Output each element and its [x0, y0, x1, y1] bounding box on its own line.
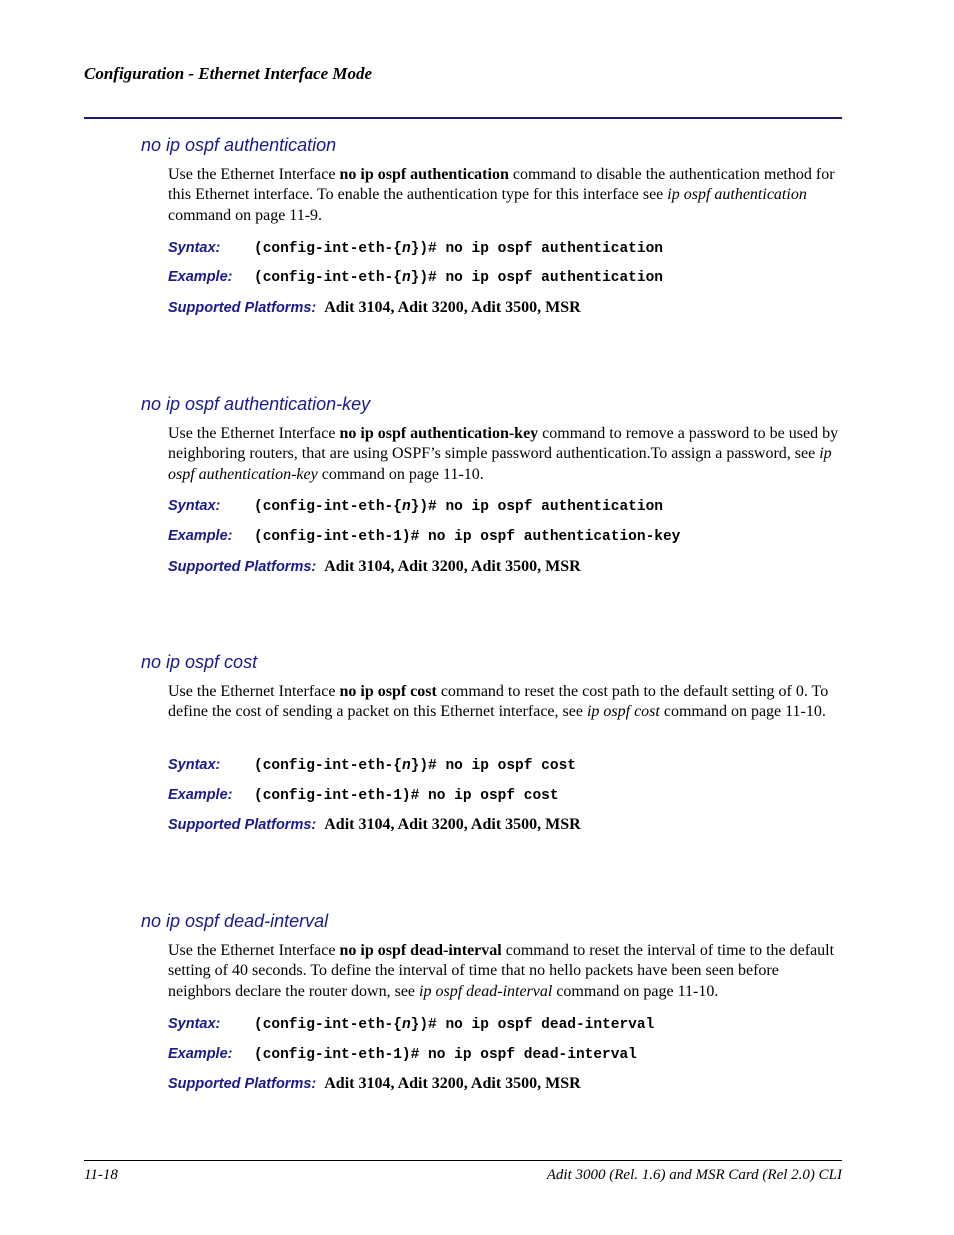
- syntax-label: Syntax:: [168, 1016, 221, 1032]
- section-description: [168, 165, 840, 226]
- text-run: Use the Ethernet Interface: [168, 942, 340, 959]
- italic-reference: n: [401, 270, 411, 286]
- example-code: [254, 270, 663, 286]
- section-title: no ip ospf dead-interval: [141, 911, 329, 931]
- section-description: [168, 682, 840, 723]
- platforms-value: Adit 3104, Adit 3200, Adit 3500, MSR: [324, 816, 581, 833]
- text-run: })# no ip ospf authentication: [410, 270, 663, 286]
- text-run: (config-int-eth-{: [254, 1017, 402, 1033]
- italic-reference: n: [401, 241, 411, 257]
- text-run: (config-int-eth-{: [254, 270, 402, 286]
- text-run: command on page 11-10.: [659, 703, 826, 721]
- text-run: (config-int-eth-{: [254, 499, 402, 515]
- text-run: (config-int-eth-1)# no ip ospf cost: [254, 788, 559, 804]
- text-run: (config-int-eth-1)# no ip ospf authentication-key: [254, 529, 681, 545]
- italic-reference: ip ospf authentication: [667, 186, 807, 204]
- supported-platforms: [168, 816, 581, 834]
- example-code: [254, 1047, 637, 1063]
- text-run: Use the Ethernet Interface: [168, 425, 340, 442]
- italic-reference: ip ospf dead-interval: [419, 982, 553, 1000]
- text-run: (config-int-eth-1)# no ip ospf dead-interval: [254, 1047, 637, 1063]
- italic-reference: n: [401, 758, 411, 774]
- text-run: command to reset the cost path to the default setting of 0. To define the cost of sending a packet on this Ethernet interface, see: [168, 683, 829, 721]
- text-run: Use the Ethernet Interface: [168, 683, 340, 700]
- syntax-label: Syntax:: [168, 498, 221, 514]
- example-label: Example:: [168, 528, 233, 544]
- section-title: no ip ospf authentication-key: [141, 394, 371, 414]
- text-run: command on page 11-9.: [168, 206, 323, 224]
- page-number: 11-18: [84, 1167, 118, 1183]
- platforms-value: Adit 3104, Adit 3200, Adit 3500, MSR: [324, 1075, 581, 1092]
- platforms-label: Supported Platforms:: [168, 300, 317, 316]
- text-run: (config-int-eth-{: [254, 241, 402, 257]
- section-description: [168, 424, 840, 485]
- footer-rule: [84, 1160, 842, 1161]
- text-run: })# no ip ospf cost: [410, 758, 576, 774]
- text-run: })# no ip ospf authentication: [410, 241, 663, 257]
- bold-command-name: no ip ospf authentication: [339, 166, 509, 183]
- syntax-code: [254, 758, 576, 774]
- italic-reference: n: [401, 499, 411, 515]
- text-run: command on page 11-10.: [317, 465, 484, 483]
- example-label: Example:: [168, 1046, 233, 1062]
- text-run: })# no ip ospf dead-interval: [410, 1017, 655, 1033]
- section-description: [168, 941, 840, 1002]
- italic-reference: ip ospf authentication-key: [168, 445, 832, 483]
- example-code: [254, 529, 680, 545]
- header-rule: [84, 117, 842, 119]
- text-run: })# no ip ospf authentication: [410, 499, 663, 515]
- text-run: command to disable the authentication method for this Ethernet interface. To enable the authentication type for this interface see: [168, 166, 835, 204]
- text-run: (config-int-eth-{: [254, 758, 402, 774]
- italic-reference: n: [401, 1017, 411, 1033]
- bold-command-name: no ip ospf cost: [339, 683, 437, 700]
- example-label: Example:: [168, 269, 233, 285]
- platforms-label: Supported Platforms:: [168, 1076, 317, 1092]
- section-title: no ip ospf authentication: [141, 135, 337, 155]
- text-run: Use the Ethernet Interface: [168, 166, 340, 183]
- supported-platforms: [168, 299, 581, 317]
- supported-platforms: [168, 558, 581, 576]
- syntax-code: [254, 241, 663, 257]
- supported-platforms: [168, 1075, 581, 1093]
- syntax-code: [254, 499, 663, 515]
- bold-command-name: no ip ospf dead-interval: [339, 942, 502, 959]
- text-run: command to reset the interval of time to the default setting of 40 seconds. To define the interval of time that no hello packets have been seen before neighbors declare the router down, see: [168, 942, 835, 1000]
- italic-reference: ip ospf cost: [586, 703, 660, 721]
- running-header: Configuration - Ethernet Interface Mode: [84, 64, 373, 83]
- platforms-value: Adit 3104, Adit 3200, Adit 3500, MSR: [324, 558, 581, 575]
- section-title: no ip ospf cost: [141, 652, 258, 672]
- example-code: [254, 788, 559, 804]
- text-run: command to remove a password to be used by neighboring routers, that are using OSPF’s simple password authentication.To assign a password, see: [168, 425, 839, 463]
- syntax-code: [254, 1017, 654, 1033]
- bold-command-name: no ip ospf authentication-key: [339, 425, 539, 442]
- platforms-value: Adit 3104, Adit 3200, Adit 3500, MSR: [324, 299, 581, 316]
- platforms-label: Supported Platforms:: [168, 559, 317, 575]
- document-title: Adit 3000 (Rel. 1.6) and MSR Card (Rel 2.0) CLI: [546, 1167, 842, 1183]
- syntax-label: Syntax:: [168, 757, 221, 773]
- platforms-label: Supported Platforms:: [168, 817, 317, 833]
- text-run: command on page 11-10.: [552, 982, 719, 1000]
- syntax-label: Syntax:: [168, 240, 221, 256]
- example-label: Example:: [168, 787, 233, 803]
